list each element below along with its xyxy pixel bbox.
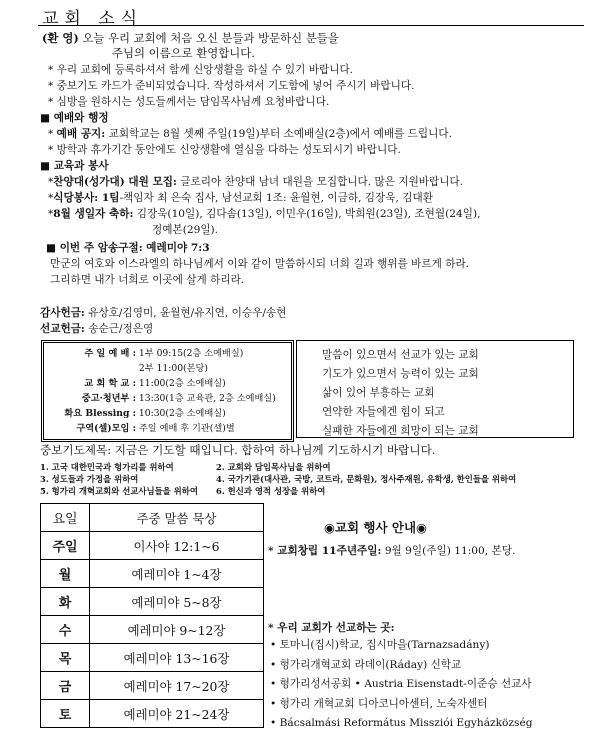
table-row: 토 예레미야 21~24장 [41,700,264,728]
list-item: • 헝가리 개혁교회 디아코니아센터, 노숙자센터 [270,697,488,710]
mission-offering: 선교헌금: 송순근/정은영 [40,323,154,335]
schedule-row: 중고·청년부 : 13:30(1층 교육관, 2층 소예배실) [81,393,276,404]
day-header: 요일 [41,504,90,532]
memory-verse-line: 만군의 여호와 이스라엘의 하나님께서 이와 같이 말씀하시되 너희 길과 행위를 바르게 하라. [50,258,470,270]
welcome-bullet: * 심방을 원하시는 성도들께서는 담임목사님께 요청바랍니다. [48,96,330,108]
birthday-notice: *8월 생일자 축하: 김장욱(10일), 김다솜(13일), 이민우(16일), 박희원(23일), 조현월(24일), [48,208,481,220]
vision-line: 말씀이 있으면서 선교가 있는 교회 [322,349,479,361]
list-item: • 토마니(집시)학교, 집시마을(Tarnazsadány) [270,639,490,651]
welcome-label: (환 영) [42,31,79,45]
page-title: 교회 소식 [42,9,144,29]
meditation-header: 주중 말씀 묵상 [90,504,264,532]
table-header-row [41,504,264,532]
missions-heading: * 우리 교회가 선교하는 곳: [268,622,395,634]
table-row: 수 예레미야 9~12장 [41,616,264,644]
schedule-row: 화요 Blessing : 10:30(2층 소예배실) [64,408,226,419]
list-item: • 헝가리성서공회 • Austria Eisenstadt-이준승 선교사 [270,678,532,690]
title-divider [38,25,584,26]
anniversary-event: * 교회창립 11주년주일: 9월 9일(주일) 11:00, 본당. [268,545,516,557]
welcome-bullet: * 우리 교회에 등록하셔서 함께 신앙생활을 하실 수 있기 바랍니다. [48,64,354,76]
welcome-line-1 [42,30,339,46]
missions-list [270,636,533,734]
welcome-bullet: * 중보기도 카드가 준비되었습니다. 작성하셔서 기도함에 넣어 주시기 바랍니다. [48,80,415,92]
prayer-title: 중보기도제목: 지금은 기도할 때입니다. 합하여 하나님께 기도하시기 바랍니다. [40,443,436,457]
vision-line: 실패한 자들에겐 희망이 되는 교회 [322,425,479,437]
prayer-row: 1. 고국 대한민국과 헝가리를 위하여 2. 교회와 담임목사님을 위하여 [40,462,331,472]
prayer-row: 3. 성도들과 가정을 위하여 4. 국가기관(대사관, 국방, 코트라, 문화원), 정사주재원, 유학생, 한인들을 위하여 [40,474,517,484]
list-item: • Bácsalmási Református Missziói Egyházközség [270,717,533,729]
gratitude-offering: 감사헌금: 유상호/김영미, 윤월현/유지연, 이승우/송현 [40,307,287,319]
vision-line: 삶이 있어 부흥하는 교회 [322,387,435,399]
worship-notice: * 방학과 휴가기간 동안에도 신앙생활에 열심을 다하는 성도되시기 바랍니다. [48,144,401,156]
schedule-row: 주 일 예 배 : 1부 09:15(2층 소예배실) [84,348,244,359]
kitchen-service: *식당봉사: 1팀-책임자 최 은숙 집사, 남선교회 1조: 윤월현, 이금하, 김장욱, 김대환 [48,192,433,204]
memory-verse-heading: ■ 이번 주 암송구절: 예레미야 7:3 [46,242,210,254]
memory-verse-line: 그리하면 내가 너희로 이곳에 살게 하리라. [50,274,245,286]
events-title: ◉교회 행사 안내◉ [324,520,427,535]
schedule-row: 2부 11:00(본당) [138,363,208,374]
schedule-row: 구역(셀)모임 : 주일 예배 후 기관(셀)별 [76,423,235,434]
table-row: 화 예레미야 5~8장 [41,588,264,616]
worship-heading: ■ 예배와 행정 [40,112,109,124]
table-row: 주일 이사야 12:1~6 [41,532,264,560]
choir-notice: *찬양대(성가대) 대원 모집: 글로리아 찬양대 남녀 대원을 모집합니다. 많은 지원바랍니다. [48,176,464,188]
vision-statement [322,346,479,441]
meditation-table [40,503,264,728]
table-row: 금 예레미야 17~20장 [41,672,264,700]
birthday-continued: 정예본(29일). [152,224,219,236]
service-schedule [52,346,276,436]
welcome-text-1: 오늘 우리 교회에 처음 오신 분들과 방문하신 분들을 [82,31,339,45]
prayer-row: 5. 헝가리 개혁교회와 선교사님들을 위하여 6. 헌신과 영적 성장을 위하여 [40,486,326,496]
list-item: • 헝가리개혁교회 라데이(Ráday) 신학교 [270,658,462,671]
education-heading: ■ 교육과 봉사 [40,160,109,172]
vision-line: 연약한 자들에겐 힘이 되고 [322,406,445,418]
worship-notice: * 예배 공지: 교회학교는 8월 셋째 주일(19일)부터 소예배실(2층)에서 예배를 드립니다. [48,128,452,140]
table-row: 목 예레미야 13~16장 [41,644,264,672]
welcome-line-2: 주님의 이름으로 환영합니다. [112,46,255,60]
schedule-row: 교 회 학 교 : 11:00(2층 소예배실) [84,378,226,389]
vision-line: 기도가 있으면서 능력이 있는 교회 [322,368,479,380]
table-row: 월 예레미야 1~4장 [41,560,264,588]
